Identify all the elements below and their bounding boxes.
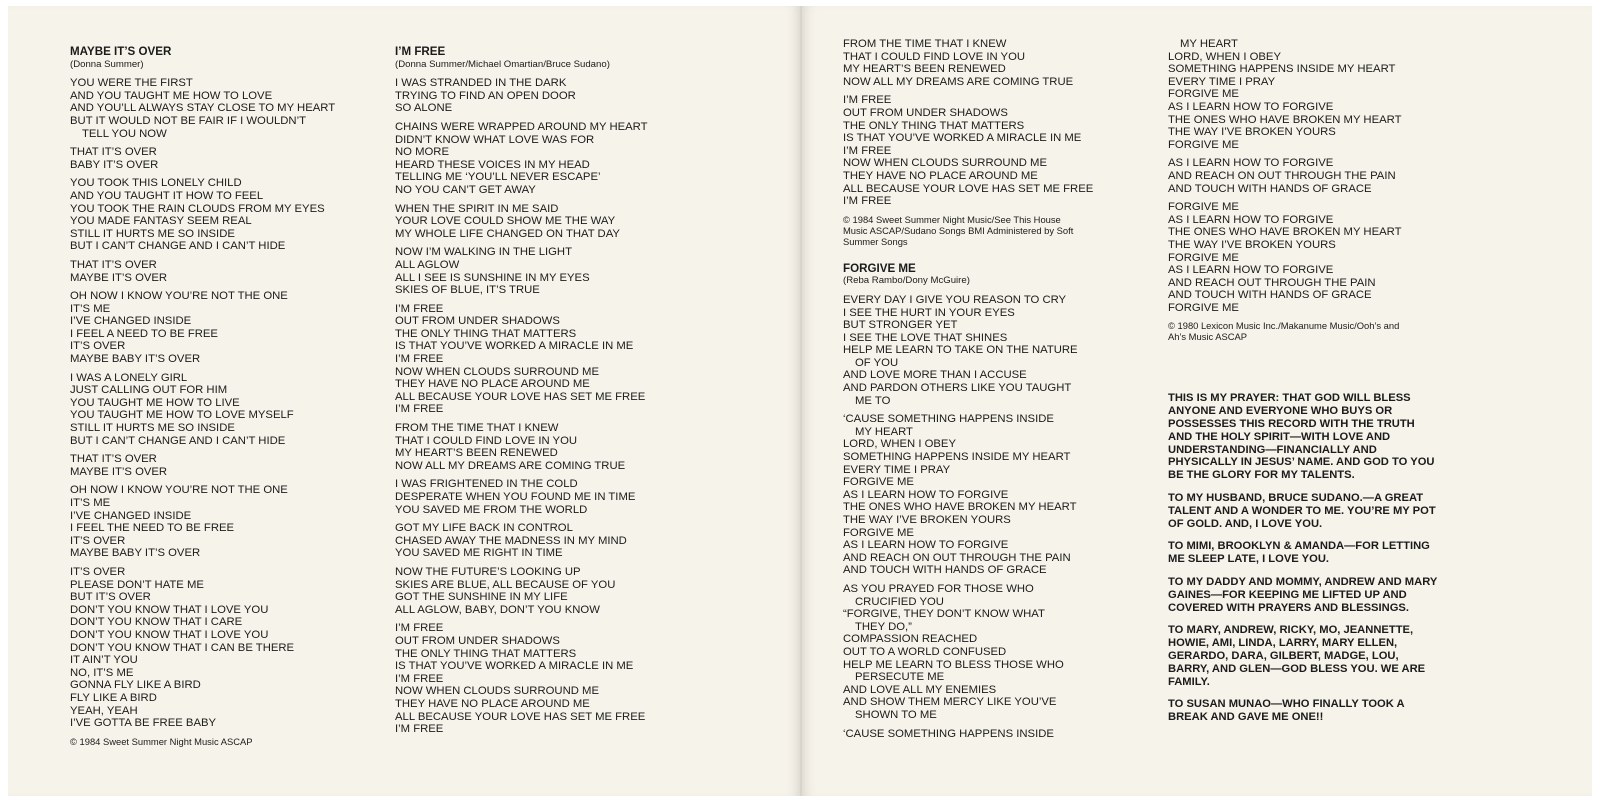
copyright-line: Summer Songs [843, 235, 908, 247]
song-maybe-its-over [70, 46, 370, 756]
lyric-line: AND YOU’LL ALWAYS STAY CLOSE TO MY HEART [70, 102, 336, 115]
lyric-line: OUT TO A WORLD CONFUSED [843, 645, 1007, 658]
lyric-line: THE ONLY THING THAT MATTERS [843, 119, 1025, 132]
right-page [802, 6, 1592, 796]
lyric-line: PLEASE DON’T HATE ME [70, 578, 204, 591]
lyrics [843, 38, 1143, 208]
stanza [395, 566, 695, 616]
lyric-line: YOU SAVED ME FROM THE WORLD [395, 503, 588, 516]
lyric-line: TRYING TO FIND AN OPEN DOOR [395, 89, 576, 102]
lyric-line: SKIES ARE BLUE, ALL BECAUSE OF YOU [395, 578, 616, 591]
lyric-line: AND REACH OUT THROUGH THE PAIN [1168, 276, 1376, 289]
lyric-line: THE WAY I’VE BROKEN YOURS [1168, 238, 1336, 251]
dedication-paragraph: TO MIMI, BROOKLYN & AMANDA—FOR LETTING ME SLEEP LATE, I LOVE YOU. [1168, 540, 1430, 566]
lyric-line: LORD, WHEN I OBEY [1168, 50, 1281, 63]
lyric-line: CRUCIFIED YOU [855, 595, 944, 608]
lyric-line: AND TOUCH WITH HANDS OF GRACE [843, 564, 1047, 577]
stanza [843, 294, 1143, 407]
lyric-line: SKIES OF BLUE, IT’S TRUE [395, 284, 540, 297]
lyric-line: I WAS A LONELY GIRL [70, 371, 188, 384]
copyright: © 1984 Sweet Summer Night Music ASCAP [70, 735, 253, 747]
lyric-line: ALL BECAUSE YOUR LOVE HAS SET ME FREE [395, 710, 646, 723]
lyric-line: WHEN THE SPIRIT IN ME SAID [395, 202, 559, 215]
stanza [70, 566, 370, 730]
lyric-line: SHOWN TO ME [855, 708, 937, 721]
stanza [70, 177, 370, 253]
lyric-line: YOU WERE THE FIRST [70, 77, 193, 90]
lyric-line: I SEE THE LOVE THAT SHINES [843, 331, 1008, 344]
lyric-line: NOW THE FUTURE’S LOOKING UP [395, 565, 581, 578]
stanza [843, 94, 1143, 207]
lyric-line: AND SHOW THEM MERCY LIKE YOU’VE [843, 696, 1057, 709]
stanza [395, 77, 695, 115]
stanza [843, 583, 1143, 722]
stanza [1168, 157, 1458, 195]
lyric-line: THAT IT’S OVER [70, 258, 157, 271]
lyric-line: BUT I CAN’T CHANGE AND I CAN’T HIDE [70, 240, 286, 253]
lyric-line: THE WAY I’VE BROKEN YOURS [843, 514, 1011, 526]
lyric-line: ME TO [855, 394, 891, 407]
lyric-line: THE ONES WHO HAVE BROKEN MY HEART [843, 501, 1077, 514]
lyric-line: I’M FREE [395, 622, 444, 635]
dedication-paragraph: TO SUSAN MUNAO—WHO FINALLY TOOK A BREAK AND GAVE ME ONE!! [1168, 698, 1405, 724]
lyric-line: YOUR LOVE COULD SHOW ME THE WAY [395, 215, 616, 228]
lyric-line: FORGIVE ME [1168, 201, 1239, 214]
lyric-line: NOW WHEN CLOUDS SURROUND ME [395, 685, 599, 698]
copyright-line: Ah’s Music ASCAP [1168, 331, 1248, 343]
lyric-line: OUT FROM UNDER SHADOWS [395, 315, 560, 328]
song-im-free-continued [843, 38, 1143, 746]
song-forgive-me-continued [1168, 38, 1458, 734]
lyric-line: THEY HAVE NO PLACE AROUND ME [395, 378, 590, 391]
lyrics-forgive-me [843, 294, 1143, 740]
lyric-line: EVERY TIME I PRAY [1168, 75, 1276, 88]
lyric-line: I WAS STRANDED IN THE DARK [395, 77, 567, 90]
lyric-line: I WAS FRIGHTENED IN THE COLD [395, 478, 578, 491]
lyric-line: GOT MY LIFE BACK IN CONTROL [395, 522, 573, 535]
stanza [843, 413, 1143, 577]
lyric-line: STILL IT HURTS ME SO INSIDE [70, 227, 235, 240]
stanza [395, 203, 695, 241]
lyric-line: AND REACH ON OUT THROUGH THE PAIN [843, 551, 1071, 564]
lyrics [1168, 38, 1458, 314]
stanza [843, 38, 1143, 88]
lyric-line: AND TOUCH WITH HANDS OF GRACE [1168, 182, 1372, 195]
lyric-line: YOU SAVED ME RIGHT IN TIME [395, 547, 563, 560]
lyric-line: ‘CAUSE SOMETHING HAPPENS INSIDE [843, 413, 1054, 426]
lyric-line: DON’T YOU KNOW THAT I LOVE YOU [70, 628, 269, 641]
stanza [395, 622, 695, 735]
lyric-line: ALL I SEE IS SUNSHINE IN MY EYES [395, 271, 590, 284]
lyric-line: THEY DO,” [855, 620, 912, 633]
lyric-line: IT’S ME [70, 497, 111, 509]
song-credit: (Donna Summer) [70, 58, 144, 70]
lyric-line: THAT IT’S OVER [70, 453, 157, 466]
lyric-line: AND YOU TAUGHT IT HOW TO FEEL [70, 189, 264, 202]
stanza [395, 246, 695, 296]
song-im-free [395, 46, 695, 742]
stanza [395, 121, 695, 197]
lyric-line: THE ONES WHO HAVE BROKEN MY HEART [1168, 113, 1402, 126]
lyric-line: NO MORE [395, 146, 449, 159]
lyric-line: BUT IT WOULD NOT BE FAIR IF I WOULDN’T [70, 114, 306, 127]
stanza [395, 522, 695, 560]
lyric-line: YOU TOOK THE RAIN CLOUDS FROM MY EYES [70, 202, 325, 215]
lyric-line: THAT IT’S OVER [70, 146, 157, 159]
dedication-paragraph: TO MY DADDY AND MOMMY, ANDREW AND MARY GAINES—FOR KEEPING ME LIFTED UP AND COVERED WITH PRAYERS AND BLESSINGS. [1168, 576, 1438, 614]
lyric-line: AS I LEARN HOW TO FORGIVE [1168, 213, 1334, 226]
lyric-line: BABY IT’S OVER [70, 158, 159, 171]
lyric-line: DON’T YOU KNOW THAT I CAN BE THERE [70, 641, 295, 654]
dedication-paragraph: TO MY HUSBAND, BRUCE SUDANO.—A GREAT TALENT AND A WONDER TO ME. YOU’RE MY POT OF GOLD. AND, I LOVE YOU. [1168, 492, 1436, 530]
lyric-line: BUT STRONGER YET [843, 319, 958, 332]
lyric-line: THE WAY I’VE BROKEN YOURS [1168, 126, 1336, 139]
lyric-line: I’M FREE [395, 353, 444, 366]
lyric-line: I FEEL THE NEED TO BE FREE [70, 522, 235, 535]
lyric-line: I’VE CHANGED INSIDE [70, 509, 192, 522]
lyric-line: “FORGIVE, THEY DON’T KNOW WHAT [843, 608, 1045, 621]
lyric-line: GOT THE SUNSHINE IN MY LIFE [395, 591, 568, 604]
lyrics [70, 77, 370, 730]
stanza [70, 453, 370, 478]
lyric-line: HELP ME LEARN TO TAKE ON THE NATURE [843, 344, 1078, 357]
lyric-line: DON’T YOU KNOW THAT I CARE [70, 616, 243, 629]
lyric-line: MY HEART’S BEEN RENEWED [843, 63, 1006, 76]
lyric-line: AS I LEARN HOW TO FORGIVE [1168, 100, 1334, 113]
lyric-line: CHASED AWAY THE MADNESS IN MY MIND [395, 534, 627, 547]
lyric-line: IS THAT YOU’VE WORKED A MIRACLE IN ME [395, 340, 634, 353]
lyric-line: AND REACH ON OUT THROUGH THE PAIN [1168, 169, 1396, 182]
lyric-line: AS I LEARN HOW TO FORGIVE [843, 539, 1009, 552]
lyric-line: OH NOW I KNOW YOU’RE NOT THE ONE [70, 290, 288, 303]
lyric-line: THAT I COULD FIND LOVE IN YOU [843, 50, 1026, 63]
lyric-line: I’M FREE [395, 723, 444, 736]
lyric-line: IT’S ME [70, 302, 111, 315]
song-credit: (Reba Rambo/Dony McGuire) [843, 275, 970, 287]
lyric-line: I’VE CHANGED INSIDE [70, 315, 192, 328]
lyric-line: MY HEART [855, 425, 913, 438]
stanza [843, 728, 1143, 741]
lyric-line: EVERY DAY I GIVE YOU REASON TO CRY [843, 293, 1067, 306]
lyric-line: AS I LEARN HOW TO FORGIVE [1168, 157, 1334, 170]
lyric-line: AND TOUCH WITH HANDS OF GRACE [1168, 289, 1372, 302]
lyric-line: I’M FREE [843, 94, 892, 107]
lyric-line: NOW WHEN CLOUDS SURROUND ME [395, 365, 599, 378]
lyric-line: ALL BECAUSE YOUR LOVE HAS SET ME FREE [843, 182, 1094, 195]
dedication-paragraph: THIS IS MY PRAYER: THAT GOD WILL BLESS ANYONE AND EVERYONE WHO BUYS OR POSSESSES THIS RECORD WITH THE TRUTH AND THE HOLY SPIRIT—WITH LOVE AND UNDERSTANDING—FINANCIALLY AND PHYSICALLY IN JESUS’ NAME. AND GOD TO YOU BE THE GLORY FOR MY TALENTS. [1168, 392, 1435, 482]
lyric-line: FROM THE TIME THAT I KNEW [843, 38, 1007, 50]
lyric-line: EVERY TIME I PRAY [843, 463, 951, 476]
lyric-line: THE ONES WHO HAVE BROKEN MY HEART [1168, 226, 1402, 239]
lyric-line: HEARD THESE VOICES IN MY HEAD [395, 158, 590, 171]
lyric-line: YOU TAUGHT ME HOW TO LIVE [70, 396, 240, 409]
lyric-line: I’M FREE [843, 144, 892, 157]
song-credit: (Donna Summer/Michael Omartian/Bruce Sudano) [395, 58, 610, 70]
lyric-line: NOW ALL MY DREAMS ARE COMING TRUE [395, 459, 626, 472]
lyric-line: MY HEART’S BEEN RENEWED [395, 447, 558, 460]
lyric-line: AND PARDON OTHERS LIKE YOU TAUGHT [843, 382, 1072, 395]
lyric-line: BUT I CAN’T CHANGE AND I CAN’T HIDE [70, 434, 286, 447]
lyric-line: DESPERATE WHEN YOU FOUND ME IN TIME [395, 491, 636, 503]
lyric-line: MAYBE BABY IT’S OVER [70, 353, 201, 366]
lyric-line: THAT I COULD FIND LOVE IN YOU [395, 434, 578, 447]
lyric-line: MY HEART [1180, 38, 1238, 50]
lyric-line: DON’T YOU KNOW THAT I LOVE YOU [70, 603, 269, 616]
lyric-line: MAYBE BABY IT’S OVER [70, 547, 201, 560]
lyric-line: YOU TOOK THIS LONELY CHILD [70, 177, 242, 190]
lyric-line: FORGIVE ME [1168, 88, 1239, 101]
stanza [395, 478, 695, 516]
lyric-line: HELP ME LEARN TO BLESS THOSE WHO [843, 658, 1064, 671]
lyric-line: FORGIVE ME [1168, 138, 1239, 151]
lyric-line: NOW I’M WALKING IN THE LIGHT [395, 246, 572, 259]
lyric-line: MAYBE IT’S OVER [70, 465, 168, 478]
lyric-line: IT’S OVER [70, 534, 126, 547]
lyric-line: AS YOU PRAYED FOR THOSE WHO [843, 582, 1034, 595]
lyric-line: NOW WHEN CLOUDS SURROUND ME [843, 157, 1047, 170]
stanza [1168, 201, 1458, 314]
lyric-line: AND LOVE ALL MY ENEMIES [843, 683, 997, 696]
song-title: MAYBE IT’S OVER [70, 45, 172, 58]
lyric-line: I FEEL A NEED TO BE FREE [70, 327, 218, 340]
lyric-line: ALL AGLOW, BABY, DON’T YOU KNOW [395, 603, 600, 616]
lyric-line: I’M FREE [395, 403, 444, 416]
stanza [70, 259, 370, 284]
lyric-line: YEAH, YEAH [70, 704, 138, 717]
lyric-line: STILL IT HURTS ME SO INSIDE [70, 422, 235, 435]
lyric-line: NO YOU CAN’T GET AWAY [395, 183, 536, 196]
lyric-line: FROM THE TIME THAT I KNEW [395, 422, 559, 435]
lyric-line: MY WHOLE LIFE CHANGED ON THAT DAY [395, 227, 620, 240]
dedication-paragraph: TO MARY, ANDREW, RICKY, MO, JEANNETTE, HOWIE, AMI, LINDA, LARRY, MARY ELLEN, GERARDO, DARA, GILBERT, MADGE, LOU, BARRY, AND GLEN—GOD BLESS YOU. WE ARE FAMILY. [1168, 624, 1426, 688]
lyric-line: TELL YOU NOW [82, 127, 167, 140]
lyric-line: FLY LIKE A BIRD [70, 691, 157, 704]
stanza [70, 372, 370, 448]
copyright [843, 214, 1143, 247]
lyric-line: IT’S OVER [70, 340, 126, 353]
stanza [70, 290, 370, 366]
lyric-line: COMPASSION REACHED [843, 633, 978, 646]
lyric-line: CHAINS WERE WRAPPED AROUND MY HEART [395, 120, 648, 133]
lyric-line: FORGIVE ME [843, 476, 914, 489]
stanza [70, 484, 370, 560]
lyric-line: SO ALONE [395, 102, 453, 115]
lyric-line: AS I LEARN HOW TO FORGIVE [843, 488, 1009, 501]
lyric-line: THE ONLY THING THAT MATTERS [395, 647, 577, 660]
lyric-line: I’M FREE [843, 195, 892, 208]
lyric-line: THEY HAVE NO PLACE AROUND ME [843, 169, 1038, 182]
lyric-line: I’M FREE [395, 672, 444, 685]
lyric-line: SOMETHING HAPPENS INSIDE MY HEART [843, 451, 1071, 464]
lyric-line: AND LOVE MORE THAN I ACCUSE [843, 369, 1027, 382]
stanza [395, 303, 695, 416]
song-title: I’M FREE [395, 45, 446, 58]
lyric-line: AS I LEARN HOW TO FORGIVE [1168, 264, 1334, 277]
lyric-line: ALL AGLOW [395, 258, 460, 271]
lyric-line: YOU TAUGHT ME HOW TO LOVE MYSELF [70, 409, 294, 422]
lyric-line: SOMETHING HAPPENS INSIDE MY HEART [1168, 63, 1396, 76]
lyric-line: IT’S OVER [70, 565, 126, 578]
lyric-line: MAYBE IT’S OVER [70, 271, 168, 284]
lyric-line: NOW ALL MY DREAMS ARE COMING TRUE [843, 75, 1074, 88]
lyric-line: OF YOU [855, 356, 899, 369]
lyric-line: I SEE THE HURT IN YOUR EYES [843, 306, 1015, 319]
stanza [70, 77, 370, 140]
stanza [1168, 38, 1458, 151]
lyric-line: YOU MADE FANTASY SEEM REAL [70, 215, 252, 228]
lyric-line: TELLING ME ‘YOU’LL NEVER ESCAPE’ [395, 171, 601, 184]
lyric-line: NO, IT’S ME [70, 666, 134, 679]
copyright-line: © 1984 Sweet Summer Night Music/See This House [843, 213, 1061, 225]
lyric-line: I’M FREE [395, 302, 444, 315]
lyric-line: THE ONLY THING THAT MATTERS [395, 327, 577, 340]
lyric-line: BUT IT’S OVER [70, 591, 151, 604]
lyric-line: FORGIVE ME [843, 526, 914, 539]
lyric-line: PERSECUTE ME [855, 671, 945, 684]
lyric-line: FORGIVE ME [1168, 251, 1239, 264]
lyric-line: IS THAT YOU’VE WORKED A MIRACLE IN ME [395, 660, 634, 673]
lyric-line: LORD, WHEN I OBEY [843, 438, 956, 451]
lyric-line: ALL BECAUSE YOUR LOVE HAS SET ME FREE [395, 390, 646, 403]
stanza [70, 146, 370, 171]
lyric-line: OH NOW I KNOW YOU’RE NOT THE ONE [70, 484, 288, 497]
copyright-line: © 1980 Lexicon Music Inc./Makanume Music/Ooh’s and [1168, 320, 1400, 332]
lyric-line: OUT FROM UNDER SHADOWS [395, 634, 560, 647]
song-title: FORGIVE ME [843, 261, 916, 275]
dedication-notes [1168, 392, 1440, 724]
copyright [1168, 320, 1458, 342]
lyric-line: GONNA FLY LIKE A BIRD [70, 679, 201, 692]
left-page [8, 6, 800, 796]
lyric-line: ‘CAUSE SOMETHING HAPPENS INSIDE [843, 727, 1054, 740]
lyric-line: AND YOU TAUGHT ME HOW TO LOVE [70, 89, 273, 102]
stanza [395, 422, 695, 472]
lyric-line: FORGIVE ME [1168, 301, 1239, 314]
lyrics [395, 77, 695, 736]
lyric-line: IS THAT YOU’VE WORKED A MIRACLE IN ME [843, 132, 1082, 145]
lyric-line: JUST CALLING OUT FOR HIM [70, 384, 228, 397]
lyric-line: DIDN’T KNOW WHAT LOVE WAS FOR [395, 133, 595, 146]
lyric-line: I’VE GOTTA BE FREE BABY [70, 717, 217, 730]
lyric-line: OUT FROM UNDER SHADOWS [843, 106, 1008, 119]
copyright-line: Music ASCAP/Sudano Songs BMI Administered by Soft [843, 224, 1074, 236]
lyric-line: THEY HAVE NO PLACE AROUND ME [395, 697, 590, 710]
lyric-line: IT AIN’T YOU [70, 654, 138, 667]
